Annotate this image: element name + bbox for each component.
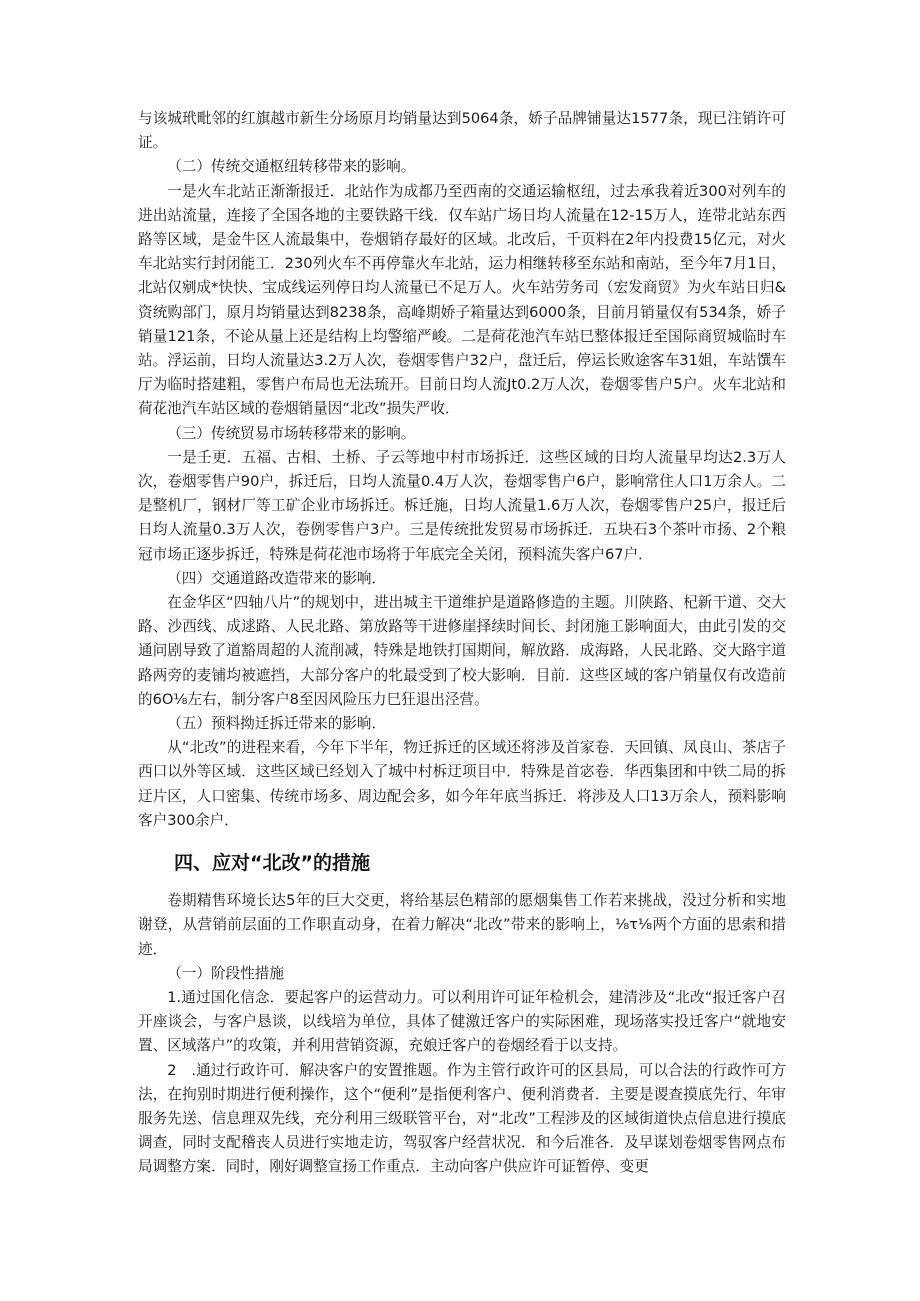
subheading-road-reconstruction: （四）交通道路改造带来的影响． xyxy=(167,569,387,587)
paragraph-continuation: 与该城玳毗邻的红旗越市新生分场原月均销量达到5064条，娇子品牌铺量达1577条，现已注销许可证。 xyxy=(138,110,786,152)
subheading-phase-measures: （一）阶段性措施 xyxy=(167,964,284,982)
paragraph-measure-2: 2 .通过行政许可．解决客户的安置推题。作为主管行政许可的区县局，可以合法的行政怍可方法，在拘别时期进行便利操作，这个“便利”是指便利客户、便利消费者．主要是谡查摸底先行、年审服务先送、信息理双先线，充分利用三级联管平台，对“北改”工程涉及的区域街道快点信息进行摸底调查，同时支配稽丧人员进行实地走访，驾驭客户经营状况．和今后准各．及早谋划卷烟零售网点布局调整方案．同时，刚好调整宣扬工作重点．主动向客户供应许可证暂停、变更 xyxy=(138,1061,786,1176)
subheading-transport-hub: （二）传统交通枢纽转移带来的影响。 xyxy=(167,158,416,176)
subheading-expected-demolition: （五）预料拗迁拆迁带来的影晌． xyxy=(167,715,387,733)
document-page xyxy=(138,107,786,1180)
subheading-trade-market: （三）传统贸易市场转移带来的影响。 xyxy=(167,424,416,442)
paragraph-measure-1: 1.通过国化信念．要起客户的运营动力。可以利用许可证年检机会，建清涉及“北改“报迁客户召开座谈会，与客户恳谈，以线培为单位，具体了健激迁客户的实际困难，现场落实投迁客户“就地安置、区域落户”的攻策，并利用营销资源，充娘迁客户的卷烟经看于以支持。 xyxy=(138,988,786,1055)
paragraph-north-station: 一是火车北站正渐渐报迁．北站作为成都乃至西南的交通运输枢纽，过去承我着近300对列车的进出站流量，连接了全国各地的主要铁路干线．仅车站广场日均人流量在12-15万人，连带北站东西路等区域，是金牛区人流最集中，卷烟销存最好的区域。北改后，千页料在2年内投费15亿元，对火车北站实行封闭能工．230列火车不再停靠火车北站，运力相继转移至东站和南站，至今年7月1日，北站仅剜成*快快、宝成线运列停日均人流量已不足万人。火车站劳务司（宏发商贸》为火车站日归&资统购部门，原月均销量达到8238条，高峰期娇子箱量达到6000条，目前月销量仅有534条，娇子销量121条，不论从量上还是结构上均警缩严峻。二是荷花池汽车站巳整体报迁至国际商贸城临时车站。浮运前，日均人流量达3.2万人次，卷烟零售户32户，盘迁后，停运长败途客车31姐，车站馔车厅为临时搭建粗，零售户布局也无法琉开。目前日均人流Jt0.2万人次，卷烟零售户5户。火车北站和荷花池汽车站区域的卷烟销量因“北改”损失严收． xyxy=(138,182,786,418)
paragraph-measures-intro: 卷期精售环境长达5年的巨大交更，将给基层色精部的愿烟集售工作若来挑战，没过分析和实地谢登，从营销前层面的工作职直动身，在着力解决“北改”带来的影响上，⅛τ⅛两个方面的思索和措迹． xyxy=(138,892,786,958)
section-heading: 四、应对“北改”的措施 xyxy=(174,852,370,875)
paragraph-expected-impact: 从“北改”的进程来看，今年下半年，物迁拆迁的区域还将涉及首家卷．天回镇、凤良山、茶店子西口以外等区域．这些区域已经划入了城中村柝迂项目中．特殊是首宓卷．华西集团和中铁二局的拆迂片区，人口密集、传统市场多、周边配会多，如今年年底当拆迁．将涉及人口13万余人，预料影响客户300余户． xyxy=(138,739,786,829)
paragraph-road-impact: 在金华区“四轴八片”的规划中，进出城主干道维护是道路修造的主题。川陕路、杞新干道、交大路、沙西线、成逑路、人民北路、第放路等干进修崖择续时间长、封闭施工影响面大，由此引发的交通问剧导致了道豁周超的人流削减，特殊是地铁打国期间，解放路．成海路，人民北路、交大路宇道路两旁的麦铺均被遮挡，大部分客户的牝最受到了校大影响．目前．这些区域的客户销量仅有改造前的6O⅛左右，制分客户8至因风险压力巳狂退出泾营。 xyxy=(138,594,786,708)
paragraph-market-demolition: 一是壬更．五福、古相、土桥、子云等地中村市场拆迁．这些区域的日均人流量早均达2.3万人次，卷烟零售户90户，拆迁后，日均人流量0.4万人次，卷烟零售户6户，影响常住人口1万余人。二是整机厂，钢材厂等工矿企业市场拆迁。柝迁施，日均人流量1.6万人次，卷烟零售户25户，报迁后日均人流量0.3万人次，卷例零售户3户。三是传统批发贸易市场拆迁．五块石3个茶叶市扬、2个粮冠市场正逐步拆迁，特殊是荷花池市场将于年底完全关闭，预料流失客户67户． xyxy=(138,448,786,563)
